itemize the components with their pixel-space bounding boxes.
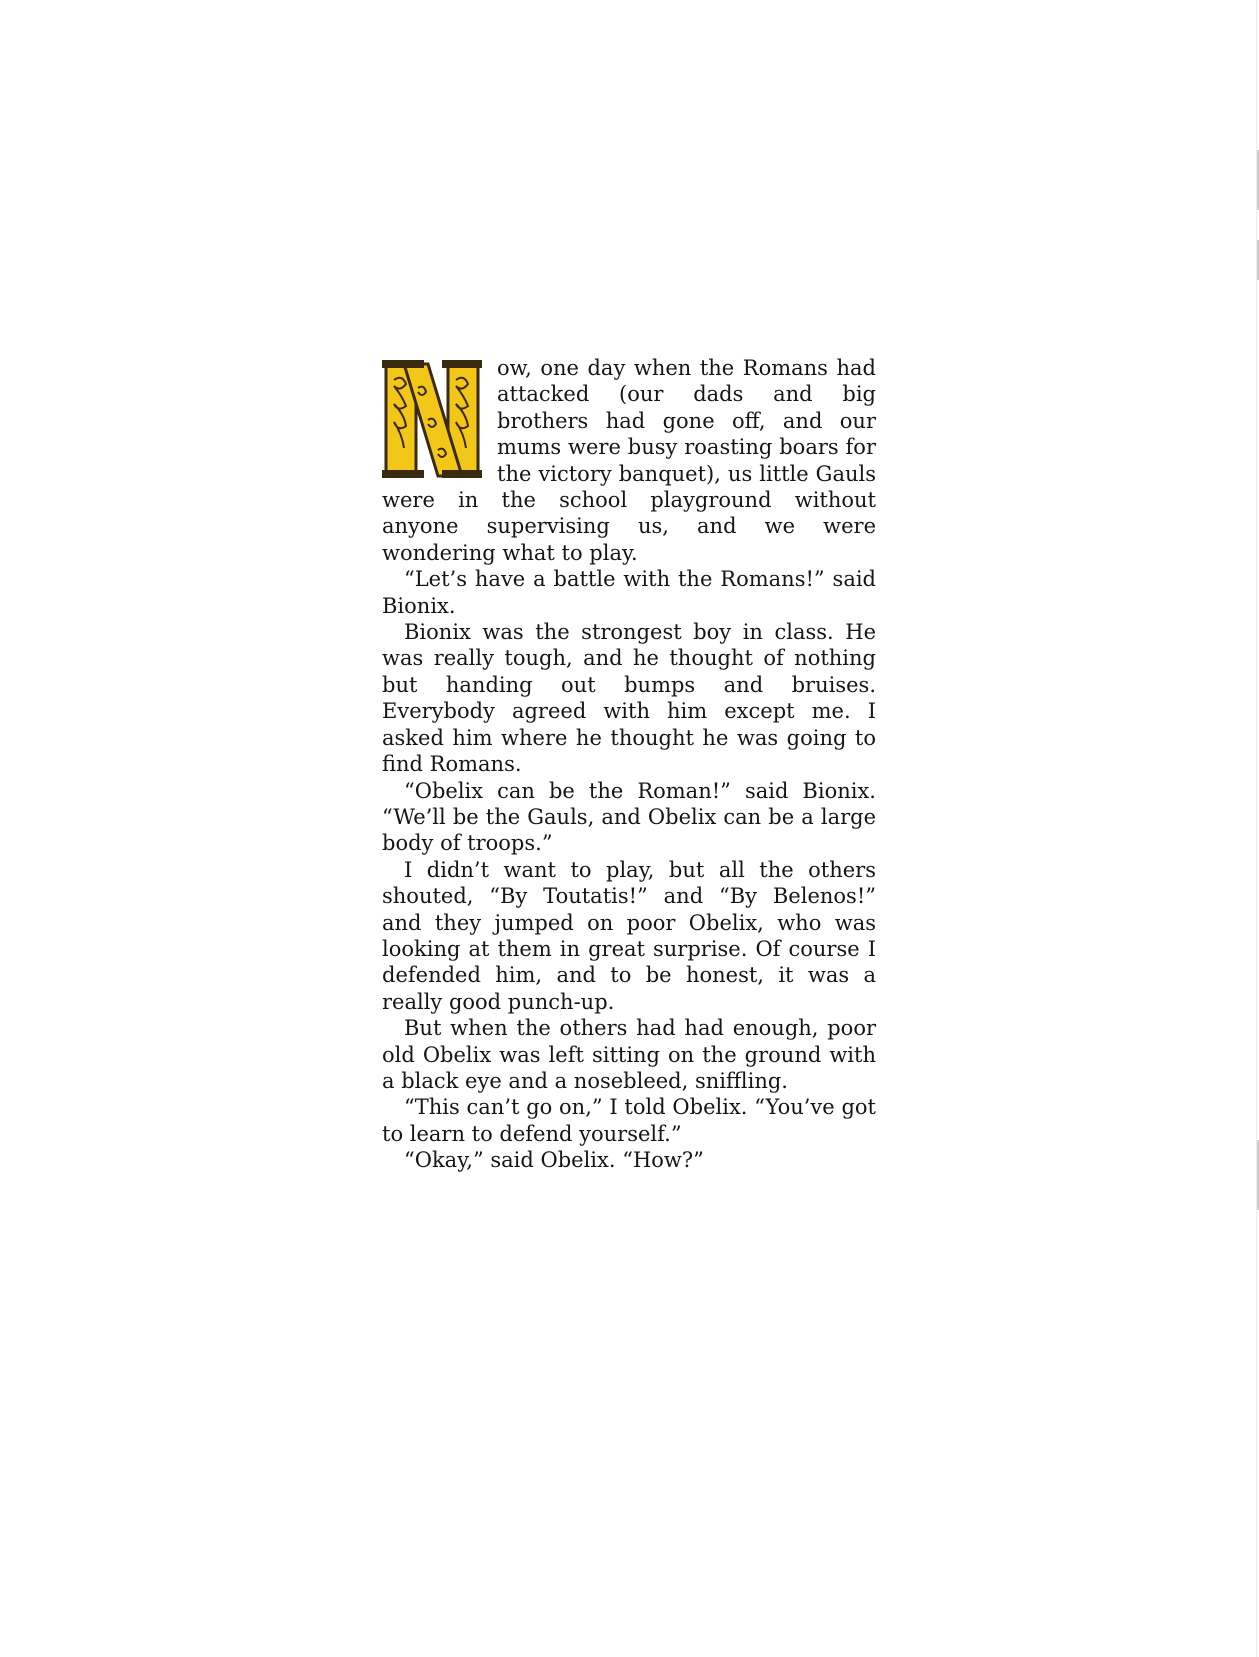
paragraph-8: “Okay,” said Obelix. “How?”: [404, 1148, 704, 1173]
drop-cap-illumination: [382, 358, 483, 482]
paragraph-6: But when the others had had enough, poor old Obelix was left sitting on the ground with a black eye and a nosebleed, sniffling.: [382, 1016, 876, 1093]
drop-cap-letter: N: [431, 480, 433, 481]
paragraph-5: I didn’t want to play, but all the others shouted, “By Toutatis!” and “By Belenos!” and they jumped on poor Obelix, who was looking at them in great surprise. Of course I defended him, and to be honest, it was a really good punch-up.: [382, 857, 876, 1014]
paragraph-1: [382, 355, 876, 566]
drop-cap-svg: [382, 358, 483, 482]
paragraph-1-text: ow, one day when the Romans had attacked (our dads and big brothers had gone off, and our mums were busy roasting boars for the victory banquet), us little Gauls were in the school playground without anyone supervising us, and we were wondering what to play.: [382, 356, 876, 565]
story-text: [382, 355, 876, 1174]
paragraph-2: “Let’s have a battle with the Romans!” said Bionix.: [382, 567, 876, 618]
paragraph-7: “This can’t go on,” I told Obelix. “You’ve got to learn to defend yourself.”: [382, 1095, 876, 1146]
paragraph-4: “Obelix can be the Roman!” said Bionix. “We’ll be the Gauls, and Obelix can be a large body of troops.”: [382, 778, 876, 856]
paragraph-3: Bionix was the strongest boy in class. He was really tough, and he thought of nothing but handing out bumps and bruises. Everybody agreed with him except me. I asked him where he thought he was going to find Romans.: [382, 620, 876, 777]
